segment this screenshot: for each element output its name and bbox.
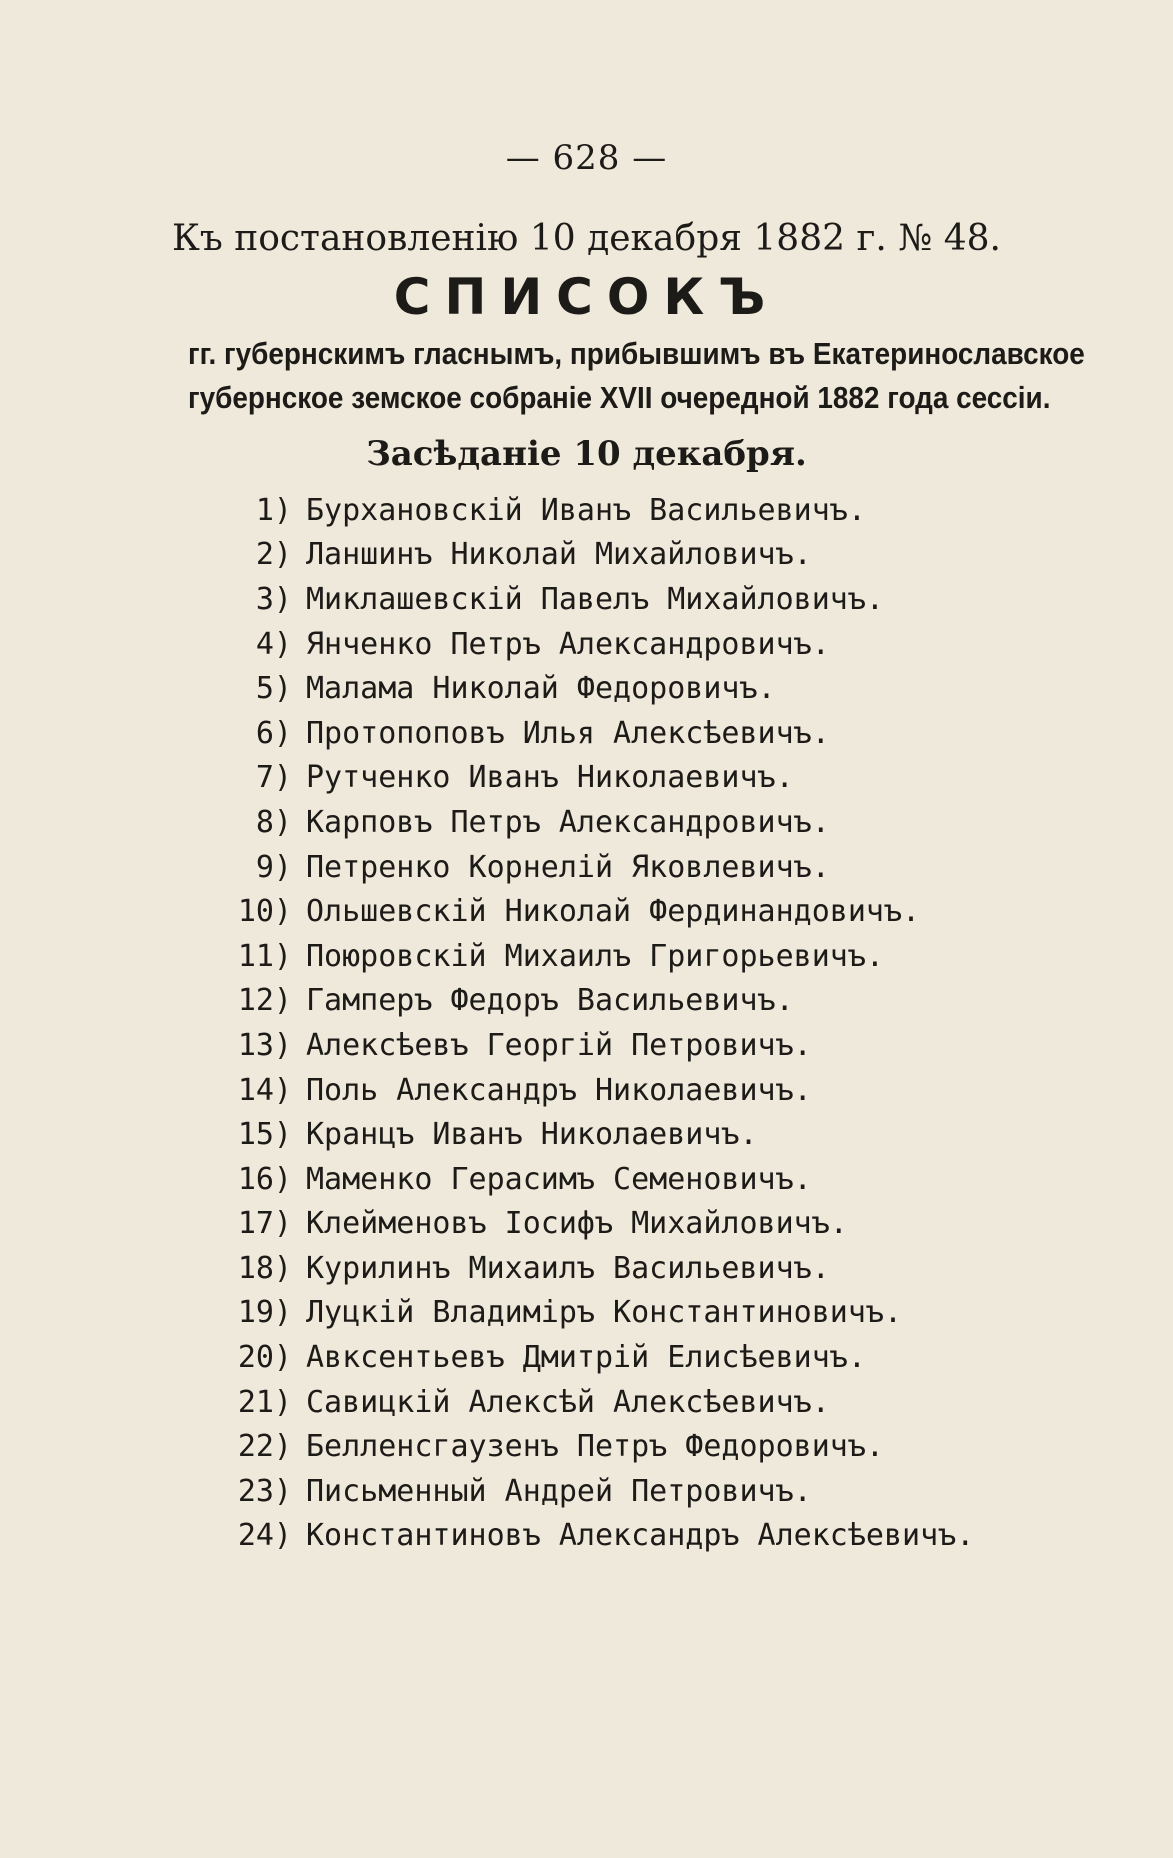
member-name: Протопоповъ Илья Алексѣевичъ. xyxy=(306,715,830,751)
subtitle-line-2: губернское земское собраніе XVII очередной 1882 года сессіи. xyxy=(188,380,1051,415)
list-item xyxy=(0,533,1173,578)
subtitle-line-1: гг. губернскимъ гласнымъ, прибывшимъ въ Екатеринославское xyxy=(188,336,1085,371)
item-number: 20) xyxy=(237,1340,292,1376)
item-number: 14) xyxy=(237,1072,292,1108)
list-item xyxy=(0,1246,1173,1291)
member-name: Бурхановскій Иванъ Васильевичъ. xyxy=(306,492,866,528)
member-name: Гамперъ Федоръ Васильевичъ. xyxy=(306,983,794,1019)
item-number: 1) xyxy=(255,492,292,528)
page-number: — 628 — xyxy=(505,138,668,178)
list-item xyxy=(0,666,1173,711)
item-number: 12) xyxy=(237,983,292,1019)
list-item xyxy=(0,1023,1173,1068)
item-number: 24) xyxy=(237,1518,292,1554)
session-heading: Засѣданіе 10 декабря. xyxy=(366,434,807,474)
item-number: 9) xyxy=(255,849,292,885)
list-item xyxy=(0,488,1173,533)
item-number: 2) xyxy=(255,537,292,573)
item-number: 15) xyxy=(237,1117,292,1153)
list-item xyxy=(0,622,1173,667)
list-title: СПИСОКЪ xyxy=(393,268,780,326)
member-name: Савицкій Алексѣй Алексѣевичъ. xyxy=(306,1384,830,1420)
item-number: 6) xyxy=(255,715,292,751)
item-number: 4) xyxy=(255,626,292,662)
member-list xyxy=(0,488,1173,1558)
list-item xyxy=(0,1291,1173,1336)
item-number: 7) xyxy=(255,760,292,796)
member-name: Ольшевскій Николай Фердинандовичъ. xyxy=(306,894,921,930)
list-item xyxy=(0,1469,1173,1514)
list-item xyxy=(0,577,1173,622)
item-number: 23) xyxy=(237,1473,292,1509)
member-name: Поюровскій Михаилъ Григорьевичъ. xyxy=(306,938,884,974)
item-number: 5) xyxy=(255,671,292,707)
member-name: Письменный Андрей Петровичъ. xyxy=(306,1473,812,1509)
list-item xyxy=(0,845,1173,890)
member-name: Поль Александръ Николаевичъ. xyxy=(306,1072,812,1108)
list-item xyxy=(0,1514,1173,1559)
item-number: 11) xyxy=(237,938,292,974)
item-number: 22) xyxy=(237,1429,292,1465)
resolution-reference: Къ постановленію 10 декабря 1882 г. № 48. xyxy=(172,218,1001,259)
member-name: Авксентьевъ Дмитрій Елисѣевичъ. xyxy=(306,1340,866,1376)
item-number: 18) xyxy=(237,1250,292,1286)
list-item xyxy=(0,1112,1173,1157)
list-item xyxy=(0,800,1173,845)
list-item xyxy=(0,979,1173,1024)
list-item xyxy=(0,1157,1173,1202)
member-name: Белленсгаузенъ Петръ Федоровичъ. xyxy=(306,1429,884,1465)
list-item xyxy=(0,934,1173,979)
member-name: Миклашевскій Павелъ Михайловичъ. xyxy=(306,581,884,617)
item-number: 3) xyxy=(255,581,292,617)
member-name: Янченко Петръ Александровичъ. xyxy=(306,626,830,662)
list-item xyxy=(0,711,1173,756)
member-name: Петренко Корнелій Яковлевичъ. xyxy=(306,849,830,885)
member-name: Карповъ Петръ Александровичъ. xyxy=(306,804,830,840)
member-name: Курилинъ Михаилъ Васильевичъ. xyxy=(306,1250,830,1286)
list-item xyxy=(0,1068,1173,1113)
list-item xyxy=(0,889,1173,934)
item-number: 8) xyxy=(255,804,292,840)
item-number: 17) xyxy=(237,1206,292,1242)
item-number: 21) xyxy=(237,1384,292,1420)
list-item xyxy=(0,1335,1173,1380)
member-name: Алексѣевъ Георгій Петровичъ. xyxy=(306,1027,812,1063)
item-number: 19) xyxy=(237,1295,292,1331)
member-name: Малама Николай Федоровичъ. xyxy=(306,671,776,707)
list-item xyxy=(0,756,1173,801)
list-item xyxy=(0,1380,1173,1425)
member-name: Клейменовъ Іосифъ Михайловичъ. xyxy=(306,1206,848,1242)
member-name: Рутченко Иванъ Николаевичъ. xyxy=(306,760,794,796)
item-number: 16) xyxy=(237,1161,292,1197)
member-name: Константиновъ Александръ Алексѣевичъ. xyxy=(306,1518,975,1554)
member-name: Луцкій Владиміръ Константиновичъ. xyxy=(306,1295,903,1331)
member-name: Маменко Герасимъ Семеновичъ. xyxy=(306,1161,812,1197)
item-number: 13) xyxy=(237,1027,292,1063)
member-name: Ланшинъ Николай Михайловичъ. xyxy=(306,537,812,573)
list-item xyxy=(0,1202,1173,1247)
item-number: 10) xyxy=(237,894,292,930)
member-name: Кранцъ Иванъ Николаевичъ. xyxy=(306,1117,758,1153)
list-item xyxy=(0,1424,1173,1469)
